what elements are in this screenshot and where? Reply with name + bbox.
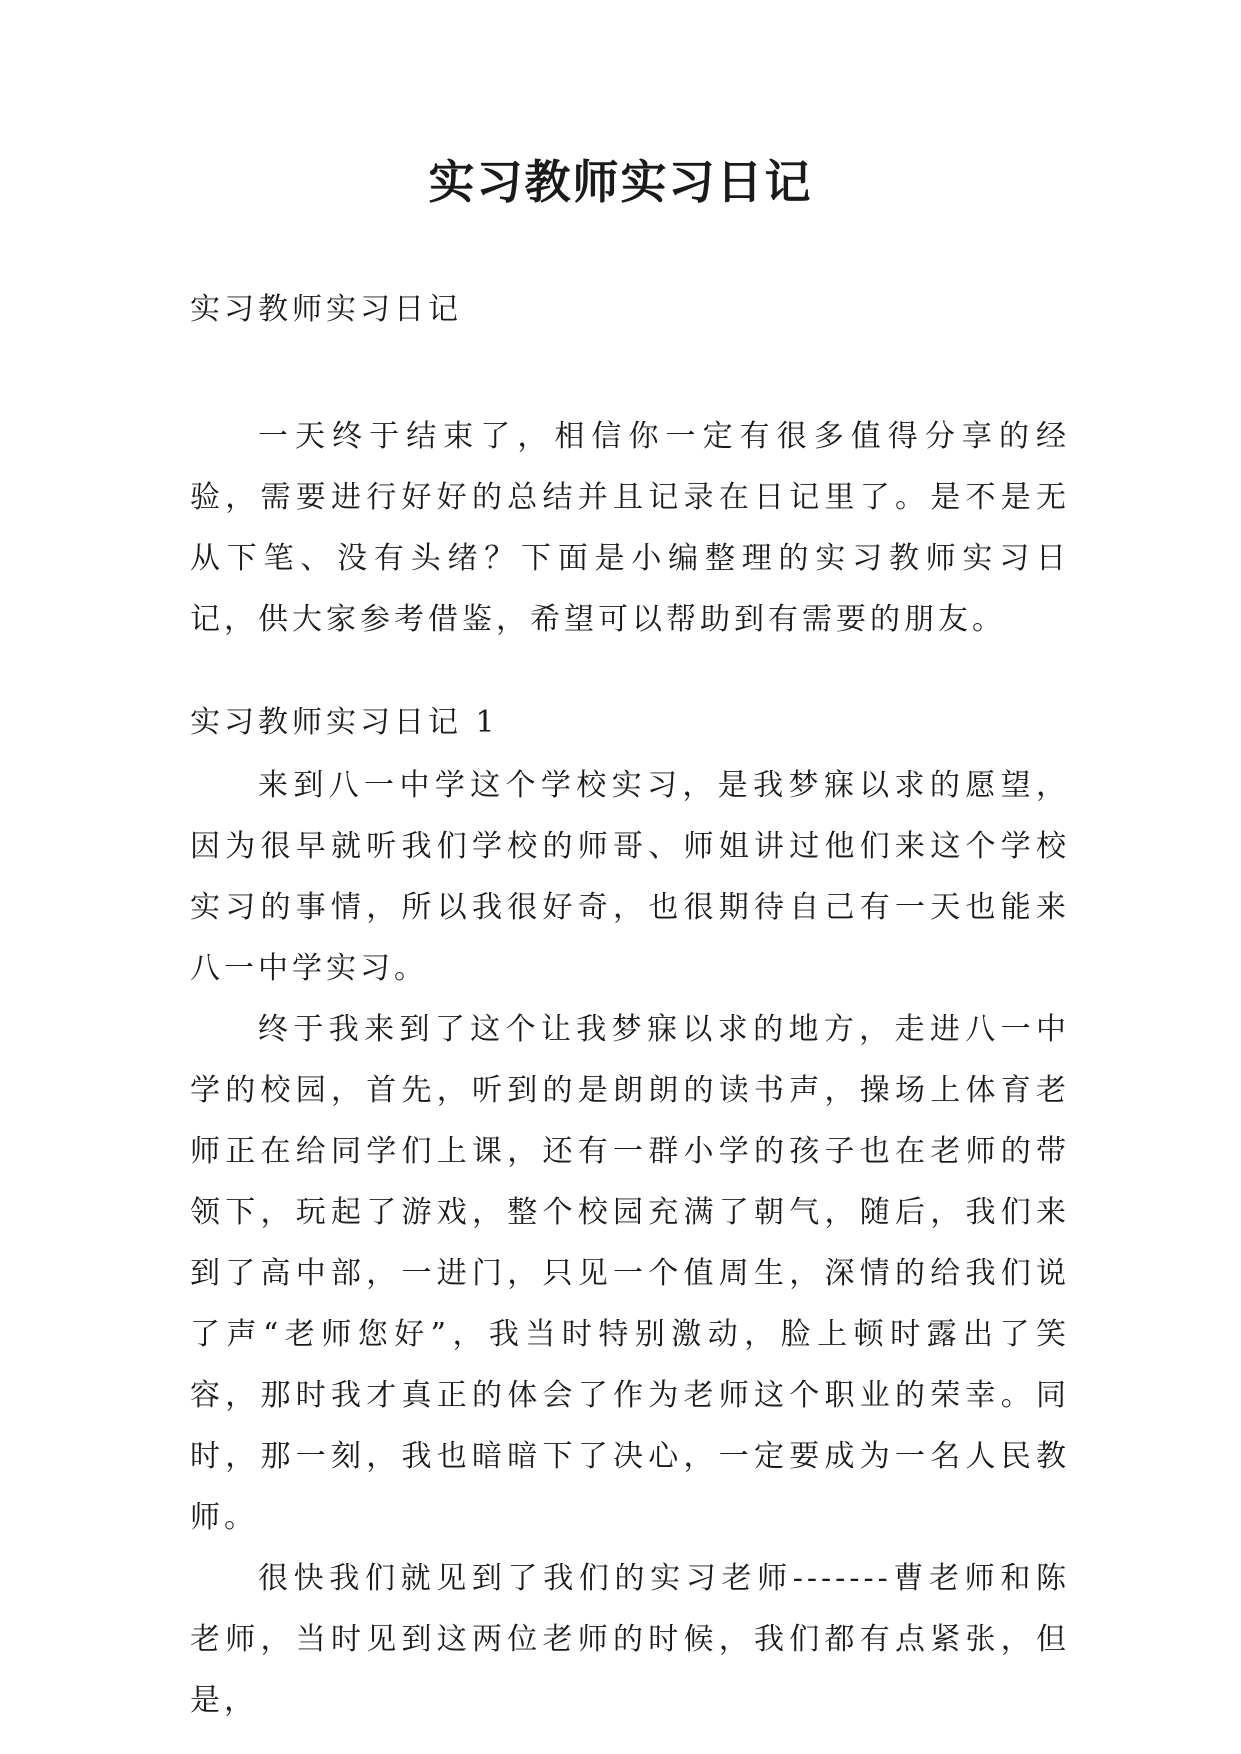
document-subtitle: 实习教师实习日记 [190, 292, 462, 327]
section-heading: 实习教师实习日记 1 [190, 705, 499, 740]
body-paragraph-3: 很快我们就见到了我们的实习老师-------曹老师和陈老师，当时见到这两位老师的时候，我们都有点紧张，但是， [190, 1561, 1070, 1718]
diary-body [190, 755, 1070, 1731]
intro-paragraph: 一天终于结束了，相信你一定有很多值得分享的经验，需要进行好好的总结并且记录在日记里了。是不是无从下笔、没有头绪？下面是小编整理的实习教师实习日记，供大家参考借鉴，希望可以帮助到有需要的朋友。 [190, 419, 1070, 637]
body-paragraph-1: 来到八一中学这个学校实习，是我梦寐以求的愿望，因为很早就听我们学校的师哥、师姐讲过他们来这个学校实习的事情，所以我很好奇，也很期待自己有一天也能来八一中学实习。 [190, 768, 1070, 986]
body-paragraph-2: 终于我来到了这个让我梦寐以求的地方，走进八一中学的校园，首先，听到的是朗朗的读书声，操场上体育老师正在给同学们上课，还有一群小学的孩子也在老师的带领下，玩起了游戏，整个校园充满了朝气，随后，我们来到了高中部，一进门，只见一个值周生，深情的给我们说了声“老师您好”，我当时特别激动，脸上顿时露出了笑容，那时我才真正的体会了作为老师这个职业的荣幸。同时，那一刻，我也暗暗下了决心，一定要成为一名人民教师。 [190, 1012, 1070, 1535]
document-title: 实习教师实习日记 [428, 155, 813, 209]
